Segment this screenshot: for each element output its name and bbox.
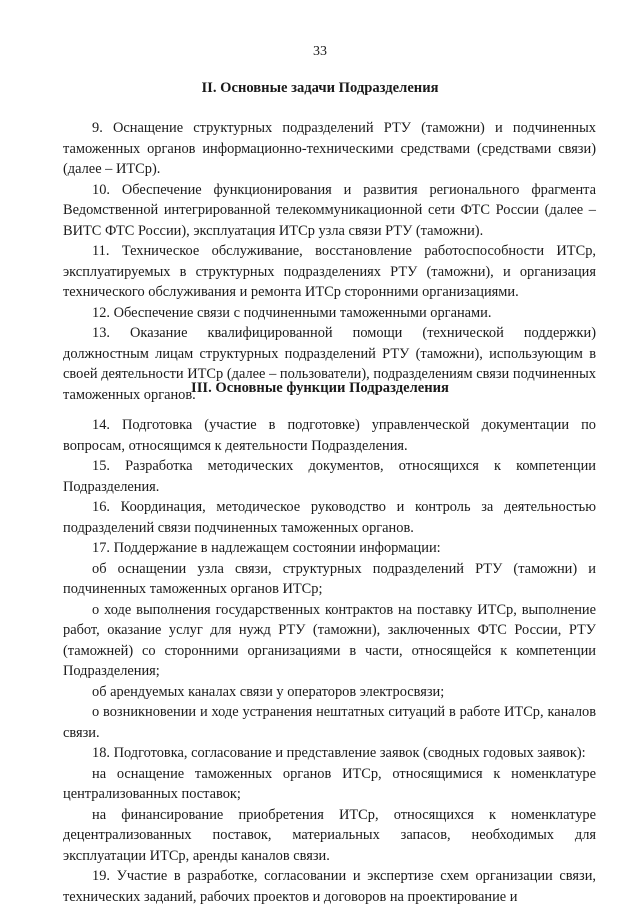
paragraph-17-item-4: о возникновении и ходе устранения нештатных ситуаций в работе ИТСр, каналов связи. bbox=[63, 704, 596, 741]
paragraph-18-item-1: на оснащение таможенных органов ИТСр, относящимися к номенклатуре централизованных поставок; bbox=[63, 765, 596, 802]
paragraph-18-item-2: на финансирование приобретения ИТСр, относящихся к номенклатуре децентрализованных поставок, материальных запасов, необходимых для эксплуатации ИТСр, аренды каналов связи. bbox=[63, 806, 596, 864]
section-3-heading: III. Основные функции Подразделения bbox=[191, 380, 449, 396]
paragraph-17: 17. Поддержание в надлежащем состоянии информации: bbox=[92, 540, 441, 556]
paragraph-14: 14. Подготовка (участие в подготовке) управленческой документации по вопросам, относящимся к деятельности Подразделения. bbox=[63, 417, 596, 454]
paragraph-18: 18. Подготовка, согласование и представление заявок (сводных годовых заявок): bbox=[92, 745, 586, 761]
paragraph-17-item-2: о ходе выполнения государственных контрактов на поставку ИТСр, выполнение работ, оказание услуг для нужд РТУ (таможни), заключенных ФТС России, РТУ (таможней) со сторонними организациями в части, относящейся к компетенции Подразделения; bbox=[63, 601, 596, 679]
paragraph-17-item-3: об арендуемых каналах связи у операторов электросвязи; bbox=[92, 683, 445, 700]
paragraph-15: 15. Разработка методических документов, относящихся к компетенции Подразделения. bbox=[63, 458, 596, 495]
paragraph-17-item-1: об оснащении узла связи, структурных подразделений РТУ (таможни) и подчиненных таможенных органов ИТСр; bbox=[63, 560, 596, 597]
section-2-heading: II. Основные задачи Подразделения bbox=[201, 80, 439, 96]
paragraph-16: 16. Координация, методическое руководство и контроль за деятельностью подразделений связи подчиненных таможенных органов. bbox=[63, 499, 596, 536]
section-2-body bbox=[63, 118, 596, 405]
paragraph-19: 19. Участие в разработке, согласовании и экспертизе схем организации связи, технических заданий, рабочих проектов и договоров на проектирование и bbox=[63, 868, 596, 905]
paragraph-9: 9. Оснащение структурных подразделений РТУ (таможни) и подчиненных таможенных органов информационно-техническими средствами (средствами связи) (далее – ИТСр). bbox=[63, 120, 596, 177]
paragraph-10: 10. Обеспечение функционирования и развития регионального фрагмента Ведомственной интегрированной телекоммуникационной сети ФТС России (далее – ВИТС ФТС России), эксплуатация ИТСр узла связи РТУ (таможни). bbox=[63, 181, 596, 239]
paragraph-11: 11. Техническое обслуживание, восстановление работоспособности ИТСр, эксплуатируемых в структурных подразделениях РТУ (таможни), и организация технического обслуживания и ремонта ИТСр сторонними организациями. bbox=[63, 243, 596, 300]
paragraph-12: 12. Обеспечение связи с подчиненными таможенными органами. bbox=[92, 304, 492, 321]
page-number: 33 bbox=[313, 44, 327, 59]
section-3-body bbox=[63, 415, 596, 907]
paragraph-13: 13. Оказание квалифицированной помощи (технической поддержки) должностным лицам структурных подразделений РТУ (таможни), использующим в своей деятельности ИТСр (далее – пользователи), подразделениям связи подчиненных таможенных органов. bbox=[63, 325, 596, 403]
